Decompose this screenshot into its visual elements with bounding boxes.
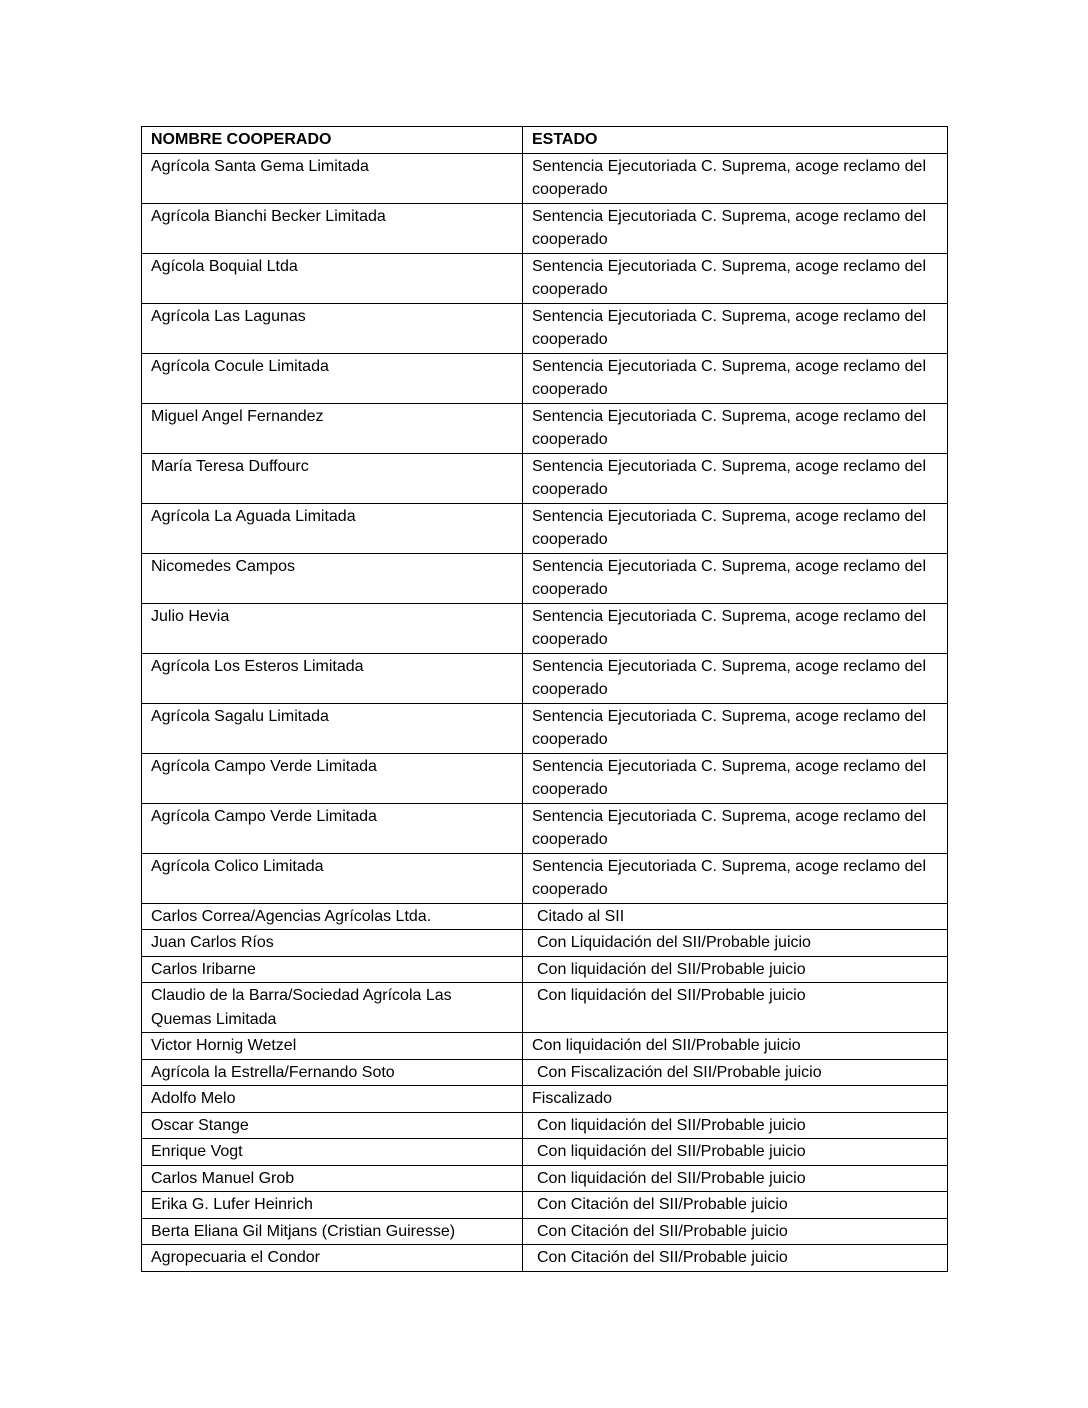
header-estado: ESTADO xyxy=(523,127,948,154)
cell-nombre: Agrícola Los Esteros Limitada xyxy=(142,653,523,703)
cell-nombre: Berta Eliana Gil Mitjans (Cristian Guiresse) xyxy=(142,1218,523,1245)
cell-estado: Con liquidación del SII/Probable juicio xyxy=(523,1139,948,1166)
table-row xyxy=(142,1245,948,1272)
cell-estado: Con Fiscalización del SII/Probable juicio xyxy=(523,1059,948,1086)
cell-estado: Sentencia Ejecutoriada C. Suprema, acoge reclamo del cooperado xyxy=(523,203,948,253)
table-row xyxy=(142,353,948,403)
table-row xyxy=(142,753,948,803)
table-row xyxy=(142,1165,948,1192)
cell-estado: Sentencia Ejecutoriada C. Suprema, acoge reclamo del cooperado xyxy=(523,403,948,453)
cell-estado: Con liquidación del SII/Probable juicio xyxy=(523,1165,948,1192)
cell-nombre: Agropecuaria el Condor xyxy=(142,1245,523,1272)
cell-estado: Sentencia Ejecutoriada C. Suprema, acoge reclamo del cooperado xyxy=(523,153,948,203)
cell-estado: Sentencia Ejecutoriada C. Suprema, acoge reclamo del cooperado xyxy=(523,353,948,403)
cell-estado: Con liquidación del SII/Probable juicio xyxy=(523,1112,948,1139)
cell-nombre: Agrícola Bianchi Becker Limitada xyxy=(142,203,523,253)
table-row xyxy=(142,603,948,653)
cell-nombre: Erika G. Lufer Heinrich xyxy=(142,1192,523,1219)
table-row xyxy=(142,903,948,930)
cell-nombre: Agícola Boquial Ltda xyxy=(142,253,523,303)
cell-nombre: Agrícola La Aguada Limitada xyxy=(142,503,523,553)
table-row xyxy=(142,203,948,253)
cell-estado: Sentencia Ejecutoriada C. Suprema, acoge reclamo del cooperado xyxy=(523,703,948,753)
table-row xyxy=(142,1086,948,1113)
table-row xyxy=(142,1033,948,1060)
cell-estado: Con liquidación del SII/Probable juicio xyxy=(523,956,948,983)
table-body xyxy=(142,153,948,1271)
table-row xyxy=(142,303,948,353)
cell-estado: Sentencia Ejecutoriada C. Suprema, acoge reclamo del cooperado xyxy=(523,253,948,303)
cell-nombre: Nicomedes Campos xyxy=(142,553,523,603)
table-row xyxy=(142,1192,948,1219)
cell-estado: Sentencia Ejecutoriada C. Suprema, acoge reclamo del cooperado xyxy=(523,553,948,603)
table-row xyxy=(142,653,948,703)
cell-nombre: Agrícola la Estrella/Fernando Soto xyxy=(142,1059,523,1086)
cell-nombre: Agrícola Cocule Limitada xyxy=(142,353,523,403)
header-nombre-cooperado: NOMBRE COOPERADO xyxy=(142,127,523,154)
table-row xyxy=(142,1059,948,1086)
cell-nombre: Agrícola Sagalu Limitada xyxy=(142,703,523,753)
cell-estado: Fiscalizado xyxy=(523,1086,948,1113)
cell-nombre: Claudio de la Barra/Sociedad Agrícola Las Quemas Limitada xyxy=(142,983,523,1033)
table-row xyxy=(142,1218,948,1245)
cell-nombre: Agrícola Santa Gema Limitada xyxy=(142,153,523,203)
table-row xyxy=(142,983,948,1033)
cell-nombre: Miguel Angel Fernandez xyxy=(142,403,523,453)
table-row xyxy=(142,1139,948,1166)
table-row xyxy=(142,553,948,603)
cell-estado: Sentencia Ejecutoriada C. Suprema, acoge reclamo del cooperado xyxy=(523,603,948,653)
table-row xyxy=(142,503,948,553)
cell-estado: Con liquidación del SII/Probable juicio xyxy=(523,1033,948,1060)
cell-nombre: Carlos Manuel Grob xyxy=(142,1165,523,1192)
table-row xyxy=(142,930,948,957)
cell-estado: Con Citación del SII/Probable juicio xyxy=(523,1192,948,1219)
cell-nombre: Agrícola Colico Limitada xyxy=(142,853,523,903)
table-row xyxy=(142,956,948,983)
cell-estado: Sentencia Ejecutoriada C. Suprema, acoge reclamo del cooperado xyxy=(523,303,948,353)
cell-estado: Con Citación del SII/Probable juicio xyxy=(523,1218,948,1245)
cell-nombre: María Teresa Duffourc xyxy=(142,453,523,503)
table-row xyxy=(142,153,948,203)
cell-estado: Citado al SII xyxy=(523,903,948,930)
table-row xyxy=(142,803,948,853)
cell-estado: Con liquidación del SII/Probable juicio xyxy=(523,983,948,1033)
cell-nombre: Julio Hevia xyxy=(142,603,523,653)
cell-nombre: Agrícola Las Lagunas xyxy=(142,303,523,353)
cell-nombre: Victor Hornig Wetzel xyxy=(142,1033,523,1060)
cooperados-table xyxy=(141,126,948,1272)
table-row xyxy=(142,1112,948,1139)
table-header xyxy=(142,127,948,154)
table-row xyxy=(142,253,948,303)
cell-nombre: Agrícola Campo Verde Limitada xyxy=(142,803,523,853)
cell-estado: Sentencia Ejecutoriada C. Suprema, acoge reclamo del cooperado xyxy=(523,753,948,803)
cell-nombre: Juan Carlos Ríos xyxy=(142,930,523,957)
table-row xyxy=(142,403,948,453)
cell-estado: Sentencia Ejecutoriada C. Suprema, acoge reclamo del cooperado xyxy=(523,853,948,903)
cell-nombre: Oscar Stange xyxy=(142,1112,523,1139)
cell-estado: Con Liquidación del SII/Probable juicio xyxy=(523,930,948,957)
cell-estado: Sentencia Ejecutoriada C. Suprema, acoge reclamo del cooperado xyxy=(523,503,948,553)
cell-nombre: Carlos Iribarne xyxy=(142,956,523,983)
table-row xyxy=(142,853,948,903)
cell-estado: Sentencia Ejecutoriada C. Suprema, acoge reclamo del cooperado xyxy=(523,453,948,503)
table-row xyxy=(142,703,948,753)
cell-estado: Sentencia Ejecutoriada C. Suprema, acoge reclamo del cooperado xyxy=(523,653,948,703)
cell-nombre: Agrícola Campo Verde Limitada xyxy=(142,753,523,803)
table-row xyxy=(142,453,948,503)
cell-nombre: Carlos Correa/Agencias Agrícolas Ltda. xyxy=(142,903,523,930)
cell-estado: Con Citación del SII/Probable juicio xyxy=(523,1245,948,1272)
cell-estado: Sentencia Ejecutoriada C. Suprema, acoge reclamo del cooperado xyxy=(523,803,948,853)
header-row xyxy=(142,127,948,154)
cell-nombre: Adolfo Melo xyxy=(142,1086,523,1113)
cell-nombre: Enrique Vogt xyxy=(142,1139,523,1166)
